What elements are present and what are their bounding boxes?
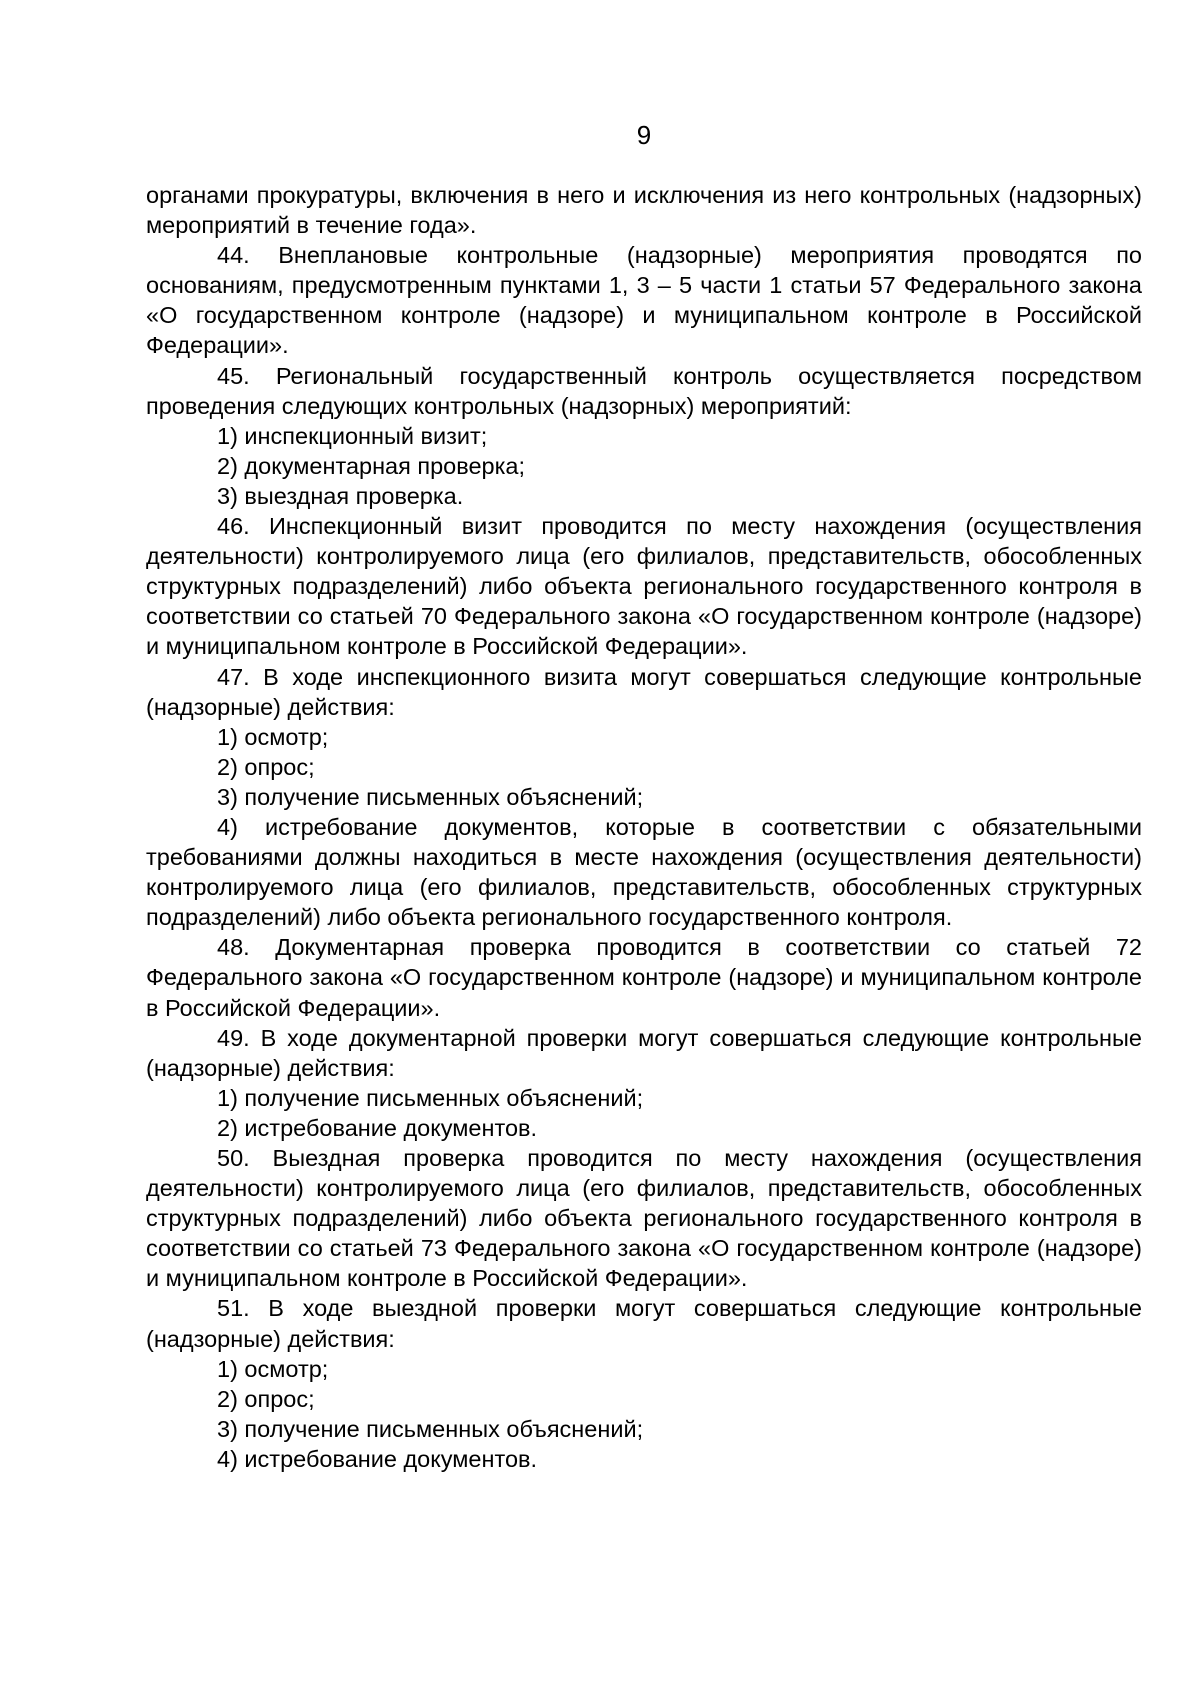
- paragraph-50: 50. Выездная проверка проводится по месту нахождения (осуществления деятельности) контролируемого лица (его филиалов, представительств, обособленных структурных подразделений) либо объекта регионального государственного контроля в соответствии со статьей 73 Федерального закона «О государственном контроле (надзоре) и муниципальном контроле в Российской Федерации».: [146, 1145, 1142, 1292]
- list-item: 1) осмотр;: [217, 1355, 329, 1382]
- list-item: 3) получение письменных объяснений;: [217, 1415, 644, 1442]
- list-item: 3) выездная проверка.: [217, 482, 464, 509]
- list-item: 3) получение письменных объяснений;: [217, 783, 644, 810]
- paragraph-51: 51. В ходе выездной проверки могут совершаться следующие контрольные (надзорные) действия:: [146, 1295, 1142, 1352]
- list-item: 2) опрос;: [217, 1385, 315, 1412]
- paragraph-continuation: органами прокуратуры, включения в него и исключения из него контрольных (надзорных) мероприятий в течение года».: [146, 182, 1142, 239]
- document-body: [146, 180, 1142, 1474]
- page-number: 9: [636, 120, 652, 150]
- paragraph-44: 44. Внеплановые контрольные (надзорные) мероприятия проводятся по основаниям, предусмотренным пунктами 1, 3 – 5 части 1 статьи 57 Федерального закона «О государственном контроле (надзоре) и муниципальном контроле в Российской Федерации».: [146, 242, 1142, 359]
- list-item: 1) инспекционный визит;: [217, 422, 488, 449]
- list-item: 2) истребование документов.: [217, 1114, 538, 1141]
- paragraph-48: 48. Документарная проверка проводится в соответствии со статьей 72 Федерального закона «О государственном контроле (надзоре) и муниципальном контроле в Российской Федерации».: [146, 934, 1142, 1021]
- list-item: 1) получение письменных объяснений;: [217, 1084, 644, 1111]
- list-item: 2) опрос;: [217, 753, 315, 780]
- paragraph-47: 47. В ходе инспекционного визита могут совершаться следующие контрольные (надзорные) действия:: [146, 663, 1142, 720]
- list-item: 1) осмотр;: [217, 723, 329, 750]
- paragraph-45: 45. Региональный государственный контроль осуществляется посредством проведения следующих контрольных (надзорных) мероприятий:: [146, 362, 1142, 419]
- paragraph-46: 46. Инспекционный визит проводится по месту нахождения (осуществления деятельности) контролируемого лица (его филиалов, представительств, обособленных структурных подразделений) либо объекта регионального государственного контроля в соответствии со статьей 70 Федерального закона «О государственном контроле (надзоре) и муниципальном контроле в Российской Федерации».: [146, 513, 1142, 660]
- list-item: 4) истребование документов, которые в соответствии с обязательными требованиями должны находиться в месте нахождения (осуществления деятельности) контролируемого лица (его филиалов, представительств, обособленных структурных подразделений) либо объекта регионального государственного контроля.: [146, 813, 1142, 931]
- list-item: 2) документарная проверка;: [217, 452, 526, 479]
- paragraph-49: 49. В ходе документарной проверки могут совершаться следующие контрольные (надзорные) действия:: [146, 1024, 1142, 1081]
- list-item: 4) истребование документов.: [217, 1445, 538, 1472]
